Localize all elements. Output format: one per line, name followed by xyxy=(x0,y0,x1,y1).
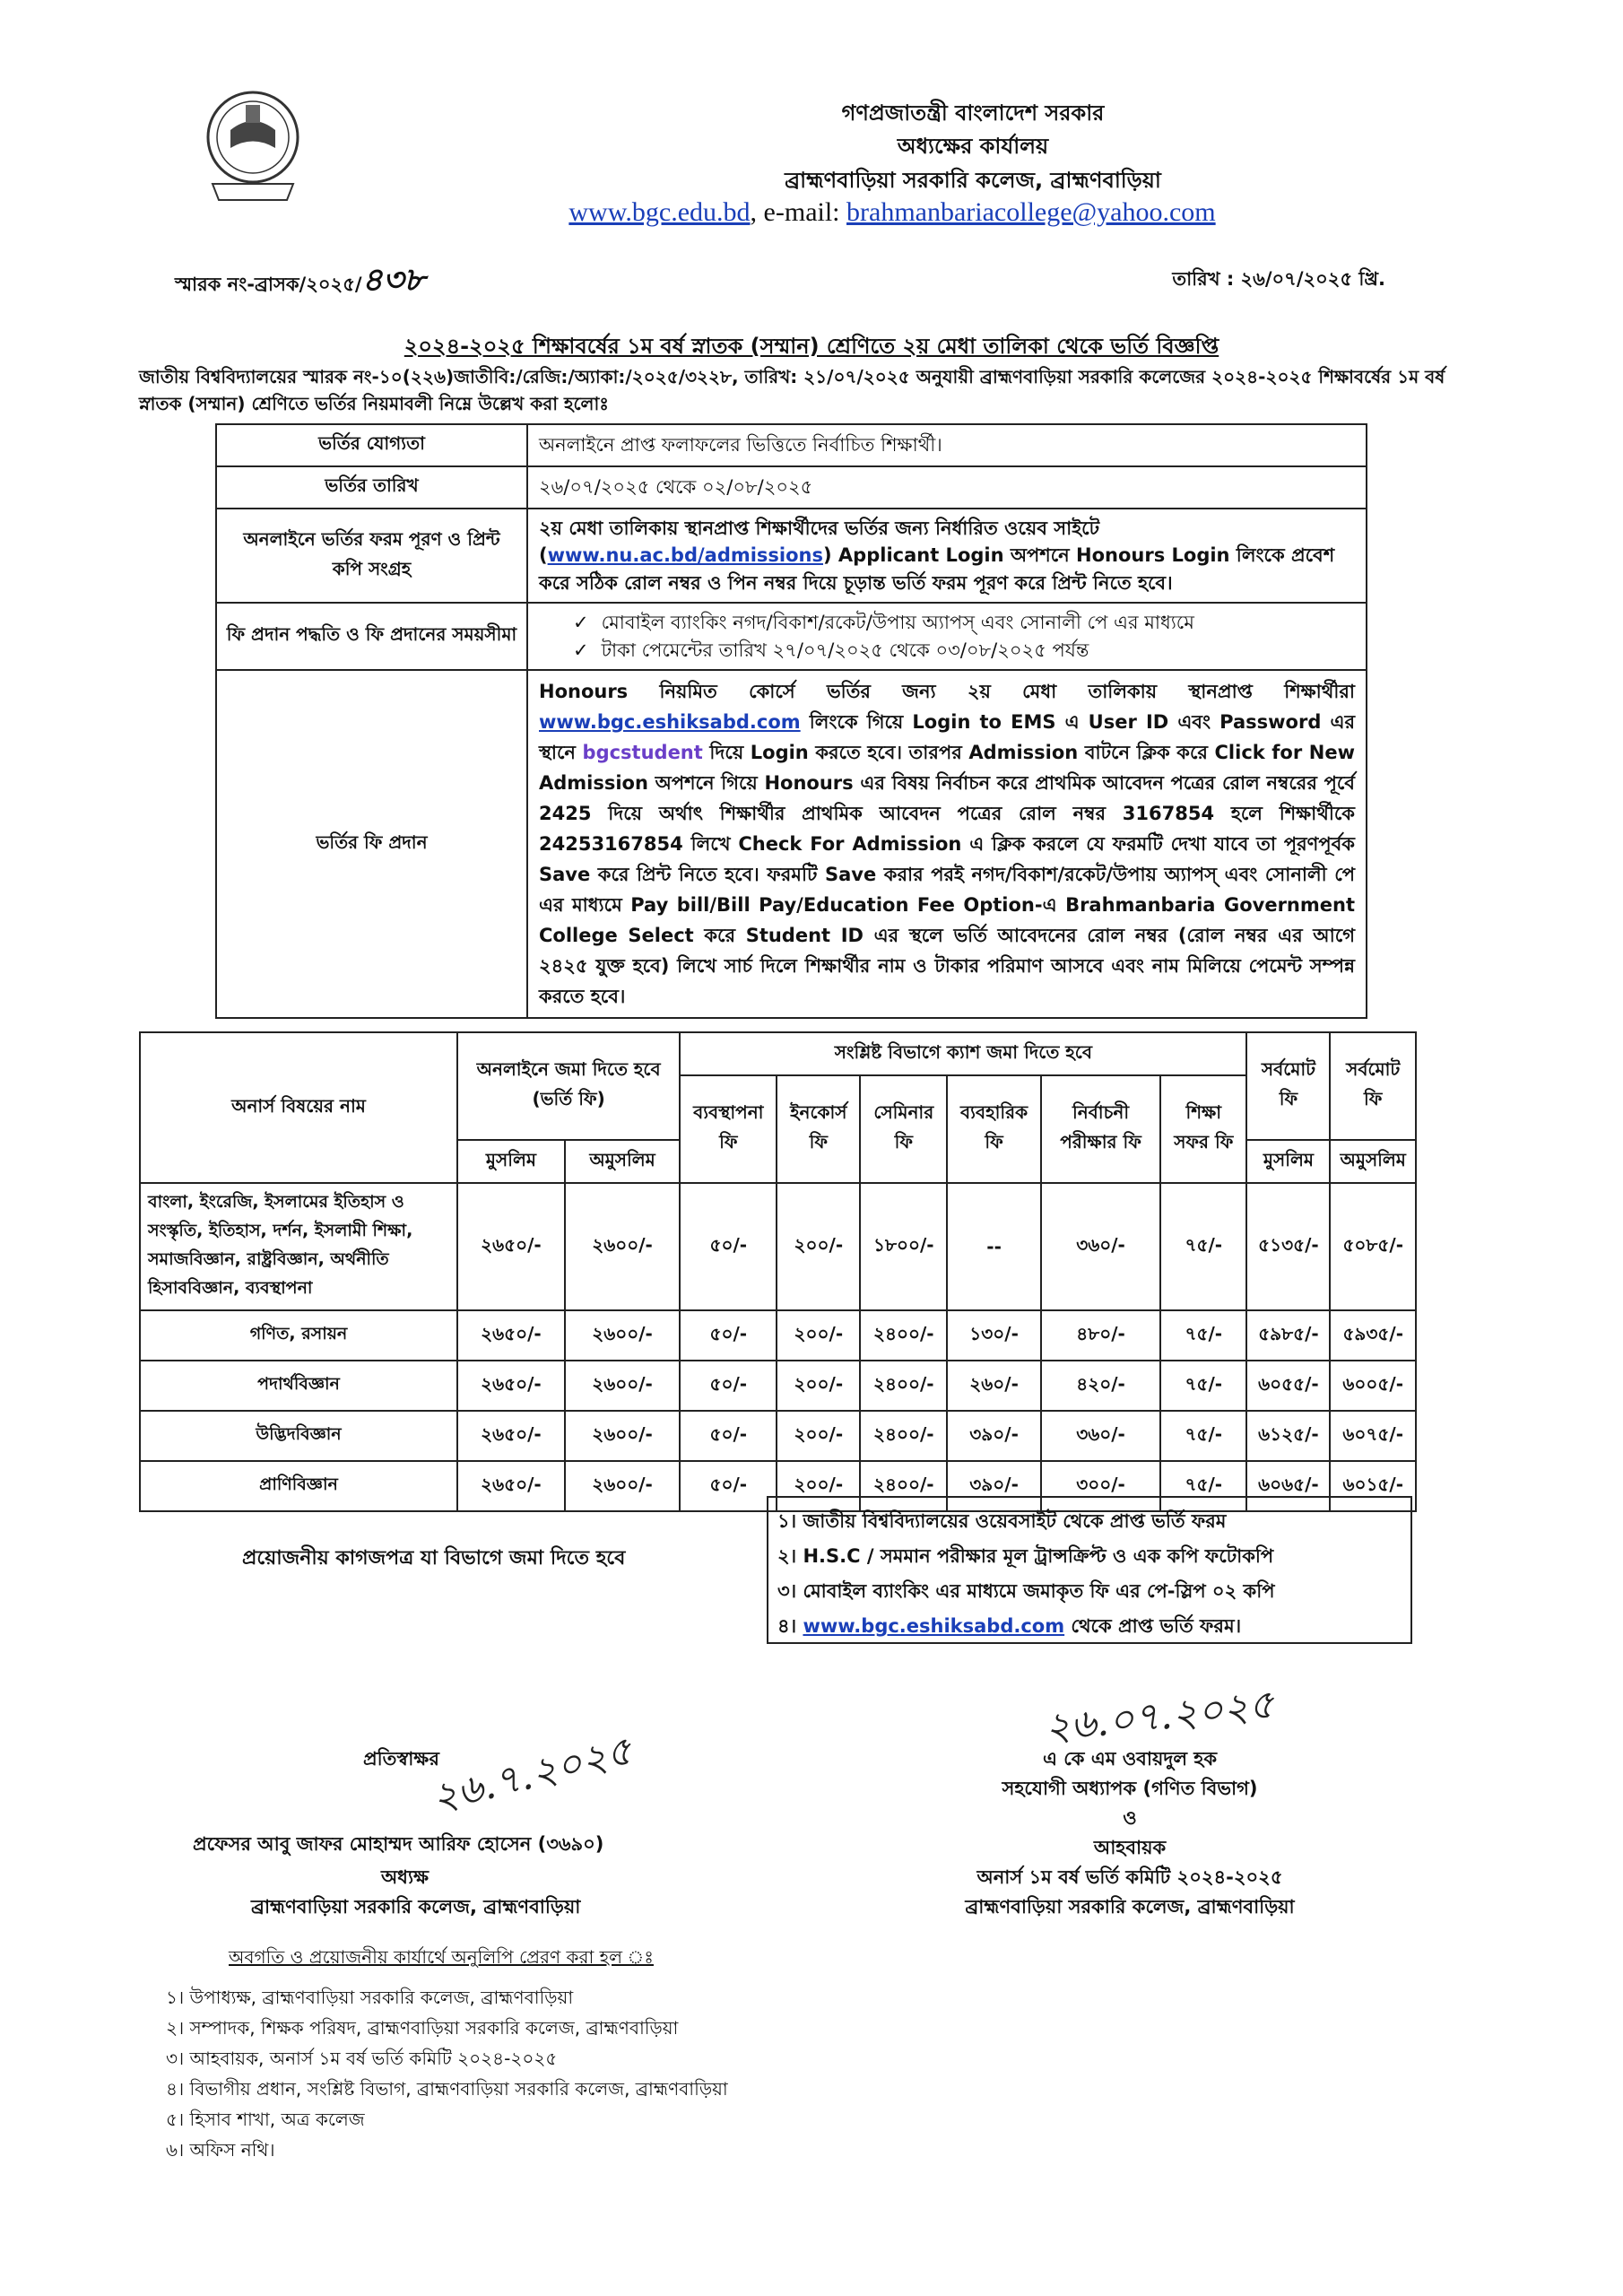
total-muslim-cell: ৬১২৫/- xyxy=(1246,1411,1330,1461)
memo-number-handwritten: ৪৩৮ xyxy=(361,261,425,299)
subject-cell: বাংলা, ইংরেজি, ইসলামের ইতিহাস ও সংস্কৃতি, ইতিহাস, দর্শন, ইসলামী শিক্ষা, সমাজবিজ্ঞান, রাষ্ট্রবিজ্ঞান, অর্থনীতি হিসাববিজ্ঞান, ব্যবস্থাপনা xyxy=(140,1183,457,1310)
eligibility-row xyxy=(216,424,1367,466)
convener-name: এ কে এম ওবায়দুল হক xyxy=(1042,1748,1218,1770)
payment-item-1 xyxy=(573,609,1355,636)
online-muslim-cell: ২৬৫০/- xyxy=(457,1310,565,1361)
payment-item-1-text: মোবাইল ব্যাংকিং নগদ/বিকাশ/রকেট/উপায় অ্যাপস্ এবং সোনালী পে এর মাধ্যমে xyxy=(601,612,1194,634)
eshiksa-form-link[interactable]: www.bgc.eshiksabd.com xyxy=(803,1615,1065,1637)
principal-org: ব্রাহ্মণবাড়িয়া সরকারি কলেজ, ব্রাহ্মণবাড়িয়া xyxy=(251,1896,581,1918)
fee-header-row-1 xyxy=(140,1032,1416,1075)
fee-payment-row xyxy=(216,670,1367,1018)
admission-date-value: ২৬/০৭/২০২৫ থেকে ০২/০৮/২০২৫ xyxy=(527,466,1367,509)
eligibility-label: ভর্তির যোগ্যতা xyxy=(216,424,527,466)
fee-header-total-nonmuslim: অমুসলিম xyxy=(1330,1140,1416,1183)
header-govt: গণপ্রজাতন্ত্রী বাংলাদেশ সরকার xyxy=(841,100,1105,126)
online-muslim-cell: ২৬৫০/- xyxy=(457,1461,565,1511)
subject-cell: প্রাণিবিজ্ঞান xyxy=(140,1461,457,1511)
principal-name: প্রফেসর আবু জাফর মোহাম্মদ আরিফ হোসেন (৩৬৯০) xyxy=(193,1833,604,1855)
fee-header-total-1: সর্বমোট ফি xyxy=(1246,1032,1330,1140)
total-muslim-cell: ৫৯৮৫/- xyxy=(1246,1310,1330,1361)
admission-date-label: ভর্তির তারিখ xyxy=(216,466,527,509)
eligibility-value: অনলাইনে প্রাপ্ত ফলাফলের ভিত্তিতে নির্বাচিত শিক্ষার্থী। xyxy=(527,424,1367,466)
admission-info-table xyxy=(215,423,1367,1019)
fee-payment-value xyxy=(527,670,1367,1018)
online-form-text-b: ) Applicant Login অপশনে Honours Login লিংকে প্রবেশ করে সঠিক রোল নম্বর ও পিন নম্বর দিয়ে চূড়ান্ত ভর্তি ফরম পূরণ করে প্রিন্ট নিতে হবে। xyxy=(539,544,1335,594)
online-form-value xyxy=(527,509,1367,603)
online-nonmuslim-cell: ২৬০০/- xyxy=(565,1361,680,1411)
website-link[interactable]: www.bgc.edu.bd xyxy=(568,197,751,227)
total-nonmuslim-cell: ৬০১৫/- xyxy=(1330,1461,1416,1511)
docs-item-4 xyxy=(777,1612,1402,1643)
list-item: ২। সম্পাদক, শিক্ষক পরিষদ, ব্রাহ্মণবাড়িয়া সরকারি কলেজ, ব্রাহ্মণবাড়িয়া xyxy=(166,2017,679,2039)
principal-signature: ২৬.৭.২০২৫ xyxy=(427,1727,638,1822)
fee-header-practical: ব্যবহারিক ফি xyxy=(947,1075,1041,1183)
fee-text-b: লিংকে গিয়ে Login to EMS এ User ID এবং Password এর স্থানে xyxy=(539,711,1355,764)
docs-item-4-suffix: থেকে প্রাপ্ত ভর্তি ফরম। xyxy=(1064,1615,1242,1637)
docs-label: প্রয়োজনীয় কাগজপত্র যা বিভাগে জমা দিতে হবে xyxy=(242,1547,626,1570)
table-row xyxy=(140,1183,1416,1310)
fee-header-tour: শিক্ষা সফর ফি xyxy=(1160,1075,1246,1183)
exam-fee-cell: ৩৬০/- xyxy=(1041,1183,1160,1310)
payment-method-label: ফি প্রদান পদ্ধতি ও ফি প্রদানের সময়সীমা xyxy=(216,603,527,670)
online-nonmuslim-cell: ২৬০০/- xyxy=(565,1183,680,1310)
online-form-label: অনলাইনে ভর্তির ফরম পূরণ ও প্রিন্ট কপি সংগ্রহ xyxy=(216,509,527,603)
email-label: , e-mail: xyxy=(750,197,847,227)
total-nonmuslim-cell: ৬০৭৫/- xyxy=(1330,1411,1416,1461)
docs-item-1: ১। জাতীয় বিশ্ববিদ্যালয়ের ওয়েবসাইট থেকে প্রাপ্ত ভর্তি ফরম xyxy=(777,1510,1227,1532)
total-nonmuslim-cell: ৬০০৫/- xyxy=(1330,1361,1416,1411)
exam-fee-cell: ৪৮০/- xyxy=(1041,1310,1160,1361)
fee-header-mgmt: ব্যবস্থাপনা ফি xyxy=(680,1075,777,1183)
table-row xyxy=(140,1411,1416,1461)
online-muslim-cell: ২৬৫০/- xyxy=(457,1361,565,1411)
practical-fee-cell: -- xyxy=(947,1183,1041,1310)
fee-header-subject: অনার্স বিষয়ের নাম xyxy=(140,1032,457,1183)
income-fee-cell: ২০০/- xyxy=(777,1461,860,1511)
docs-item-2: ২। H.S.C / সমমান পরীক্ষার মূল ট্রান্সক্রিপ্ট ও এক কপি ফটোকপি xyxy=(777,1545,1274,1567)
mgmt-fee-cell: ৫০/- xyxy=(680,1310,777,1361)
exam-fee-cell: ৩৬০/- xyxy=(1041,1411,1160,1461)
fee-header-exam: নির্বাচনী পরীক্ষার ফি xyxy=(1041,1075,1160,1183)
eshiksa-link[interactable]: www.bgc.eshiksabd.com xyxy=(539,711,801,734)
fee-highlight: bgcstudent xyxy=(582,742,703,764)
fee-header-total-muslim: মুসলিম xyxy=(1246,1140,1330,1183)
memo-number xyxy=(175,256,425,309)
tour-fee-cell: ৭৫/- xyxy=(1160,1310,1246,1361)
mgmt-fee-cell: ৫০/- xyxy=(680,1411,777,1461)
practical-fee-cell: ২৬০/- xyxy=(947,1361,1041,1411)
tour-fee-cell: ৭৫/- xyxy=(1160,1461,1246,1511)
convener-committee: অনার্স ১ম বর্ষ ভর্তি কমিটি ২০২৪-২০২৫ xyxy=(976,1866,1283,1888)
table-row xyxy=(140,1310,1416,1361)
cc-list xyxy=(166,1982,728,2165)
fee-payment-label: ভর্তির ফি প্রদান xyxy=(216,670,527,1018)
table-row xyxy=(140,1361,1416,1411)
checkmark-icon: ✓ xyxy=(573,639,589,661)
convener-role: আহবায়ক xyxy=(1093,1837,1167,1858)
online-muslim-cell: ২৬৫০/- xyxy=(457,1411,565,1461)
fee-header-seminar: সেমিনার ফি xyxy=(860,1075,947,1183)
convener-and: ও xyxy=(1123,1807,1137,1829)
header-contact xyxy=(0,197,1623,228)
admission-date-row xyxy=(216,466,1367,509)
total-muslim-cell: ৬০৫৫/- xyxy=(1246,1361,1330,1411)
fee-table xyxy=(139,1031,1417,1512)
list-item: ৬। অফিস নথি। xyxy=(166,2139,275,2161)
memo-number-label: স্মারক নং-ব্রাসক/২০২৫/ xyxy=(175,274,362,295)
docs-list xyxy=(777,1507,1402,1643)
tour-fee-cell: ৭৫/- xyxy=(1160,1361,1246,1411)
exam-fee-cell: ৩০০/- xyxy=(1041,1461,1160,1511)
mgmt-fee-cell: ৫০/- xyxy=(680,1183,777,1310)
online-nonmuslim-cell: ২৬০০/- xyxy=(565,1411,680,1461)
online-muslim-cell: ২৬৫০/- xyxy=(457,1183,565,1310)
fee-header-total-2: সর্বমোট ফি xyxy=(1330,1032,1416,1140)
online-nonmuslim-cell: ২৬০০/- xyxy=(565,1461,680,1511)
convener-org: ব্রাহ্মণবাড়িয়া সরকারি কলেজ, ব্রাহ্মণবাড়িয়া xyxy=(965,1896,1295,1918)
convener-block xyxy=(915,1744,1345,1922)
docs-box xyxy=(767,1496,1412,1644)
notice-intro: জাতীয় বিশ্ববিদ্যালয়ের স্মারক নং-১০(২২৬)জাতীবি:/রেজি:/অ্যাকা:/২০২৫/৩২২৮, তারিখ: ২১/০৭/২০২৫ অনুযায়ী ব্রাহ্মণবাড়িয়া সরকারি কলেজের ২০২৪-২০২৫ শিক্ষাবর্ষের ১ম বর্ষ স্নাতক (সম্মান) শ্রেণিতে ভর্তির নিয়মাবলী নিম্নে উল্লেখ করা হলোঃ xyxy=(139,366,1445,414)
email-link[interactable]: brahmanbariacollege@yahoo.com xyxy=(846,197,1216,227)
list-item: ৪। বিভাগীয় প্রধান, সংশ্লিষ্ট বিভাগ, ব্রাহ্মণবাড়িয়া সরকারি কলেজ, ব্রাহ্মণবাড়িয়া xyxy=(166,2078,728,2100)
fee-text-a: Honours নিয়মিত কোর্সে ভর্তির জন্য ২য় মেধা তালিকায় স্থানপ্রাপ্ত শিক্ষার্থীরা xyxy=(539,681,1355,703)
nu-admissions-link[interactable]: www.nu.ac.bd/admissions xyxy=(547,544,824,567)
payment-item-2-text: টাকা পেমেন্টের তারিখ ২৭/০৭/২০২৫ থেকে ০৩/০৮/২০২৫ পর্যন্ত xyxy=(601,639,1089,661)
list-item: ১। উপাধ্যক্ষ, ব্রাহ্মণবাড়িয়া সরকারি কলেজ, ব্রাহ্মণবাড়িয়া xyxy=(166,1987,574,2008)
seminar-fee-cell: ১৮০০/- xyxy=(860,1183,947,1310)
total-nonmuslim-cell: ৫৯৩৫/- xyxy=(1330,1310,1416,1361)
convener-signature: ২৬.০৭.২০২৫ xyxy=(1042,1681,1277,1752)
docs-item-4-prefix: ৪। xyxy=(777,1615,803,1637)
exam-fee-cell: ৪২০/- xyxy=(1041,1361,1160,1411)
fee-header-online-nonmuslim: অমুসলিম xyxy=(565,1140,680,1183)
principal-title: অধ্যক্ষ xyxy=(381,1866,430,1888)
practical-fee-cell: ৩৯০/- xyxy=(947,1411,1041,1461)
tour-fee-cell: ৭৫/- xyxy=(1160,1411,1246,1461)
income-fee-cell: ২০০/- xyxy=(777,1310,860,1361)
seminar-fee-cell: ২৪০০/- xyxy=(860,1411,947,1461)
header-office: অধ্যক্ষের কার্যালয় xyxy=(897,134,1049,159)
seminar-fee-cell: ২৪০০/- xyxy=(860,1461,947,1511)
payment-item-2 xyxy=(573,637,1355,664)
list-item: ৩। আহবায়ক, অনার্স ১ম বর্ষ ভর্তি কমিটি ২০২৪-২০২৫ xyxy=(166,2048,558,2069)
payment-method-row xyxy=(216,603,1367,670)
countersign-caption: প্রতিস্বাক্ষর xyxy=(363,1748,439,1770)
online-form-row xyxy=(216,509,1367,603)
fee-header-online: অনলাইনে জমা দিতে হবে (ভর্তি ফি) xyxy=(457,1032,680,1140)
notice-title: ২০২৪-২০২৫ শিক্ষাবর্ষের ১ম বর্ষ স্নাতক (সম্মান) শ্রেণিতে ২য় মেধা তালিকা থেকে ভর্তি বিজ্ঞপ্তি xyxy=(404,334,1219,359)
income-fee-cell: ২০০/- xyxy=(777,1361,860,1411)
cc-heading: অবগতি ও প্রয়োজনীয় কার্যার্থে অনুলিপি প্রেরণ করা হল ঃ xyxy=(229,1946,654,1968)
total-muslim-cell: ৬০৬৫/- xyxy=(1246,1461,1330,1511)
docs-item-3: ৩। মোবাইল ব্যাংকিং এর মাধ্যমে জমাকৃত ফি এর পে-স্লিপ ০২ কপি xyxy=(777,1580,1275,1602)
subject-cell: উদ্ভিদবিজ্ঞান xyxy=(140,1411,457,1461)
memo-date: তারিখ : ২৬/০৭/২০২৫ খ্রি. xyxy=(1172,268,1385,290)
header-college: ব্রাহ্মণবাড়িয়া সরকারি কলেজ, ব্রাহ্মণবাড়িয়া xyxy=(785,168,1161,193)
fee-header-income: ইনকোর্স ফি xyxy=(777,1075,860,1183)
fee-header-cash: সংশ্লিষ্ট বিভাগে ক্যাশ জমা দিতে হবে xyxy=(680,1032,1246,1075)
practical-fee-cell: ১৩০/- xyxy=(947,1310,1041,1361)
list-item: ৫। হিসাব শাখা, অত্র কলেজ xyxy=(166,2109,365,2130)
online-nonmuslim-cell: ২৬০০/- xyxy=(565,1310,680,1361)
mgmt-fee-cell: ৫০/- xyxy=(680,1461,777,1511)
income-fee-cell: ২০০/- xyxy=(777,1183,860,1310)
seminar-fee-cell: ২৪০০/- xyxy=(860,1361,947,1411)
mgmt-fee-cell: ৫০/- xyxy=(680,1361,777,1411)
fee-header-online-muslim: মুসলিম xyxy=(457,1140,565,1183)
payment-method-value xyxy=(527,603,1367,670)
total-muslim-cell: ৫১৩৫/- xyxy=(1246,1183,1330,1310)
income-fee-cell: ২০০/- xyxy=(777,1411,860,1461)
subject-cell: পদার্থবিজ্ঞান xyxy=(140,1361,457,1411)
convener-title: সহযোগী অধ্যাপক (গণিত বিভাগ) xyxy=(1002,1778,1258,1799)
total-nonmuslim-cell: ৫০৮৫/- xyxy=(1330,1183,1416,1310)
tour-fee-cell: ৭৫/- xyxy=(1160,1183,1246,1310)
fee-text-c: দিয়ে Login করতে হবে। তারপর Admission বাটনে ক্লিক করে Click for New Admission অপশনে গিয়ে Honours এর বিষয় নির্বাচন করে প্রাথমিক আবেদন পত্রের রোল নম্বরের পূর্বে 2425 দিয়ে অর্থাৎ শিক্ষার্থীর প্রাথমিক আবেদন পত্রের রোল নম্বর 3167854 হলে শিক্ষার্থীকে 24253167854 লিখে Check For Admission এ ক্লিক করলে যে ফরমটি দেখা যাবে তা পূরণপূর্বক Save করে প্রিন্ট নিতে হবে। ফরমটি Save করার পরই নগদ/বিকাশ/রকেট/উপায় অ্যাপস্ এবং সোনালী পে এর মাধ্যমে Pay bill/Bill Pay/Education Fee Option-এ Brahmanbaria Government College Select করে Student ID এর স্থলে ভর্তি আবেদনের রোল নম্বর (রোল নম্বর এর আগে ২৪২৫ যুক্ত হবে) লিখে সার্চ দিলে শিক্ষার্থীর নাম ও টাকার পরিমাণ আসবে এবং নাম মিলিয়ে পেমেন্ট সম্পন্ন করতে হবে। xyxy=(539,742,1355,1008)
seminar-fee-cell: ২৪০০/- xyxy=(860,1310,947,1361)
practical-fee-cell: ৩৯০/- xyxy=(947,1461,1041,1511)
online-form-text-a: ২য় মেধা তালিকায় স্থানপ্রাপ্ত শিক্ষার্থীদের ভর্তির জন্য নির্ধারিত ওয়েব সাইটে ( xyxy=(539,517,1100,567)
checkmark-icon: ✓ xyxy=(573,612,589,634)
subject-cell: গণিত, রসায়ন xyxy=(140,1310,457,1361)
